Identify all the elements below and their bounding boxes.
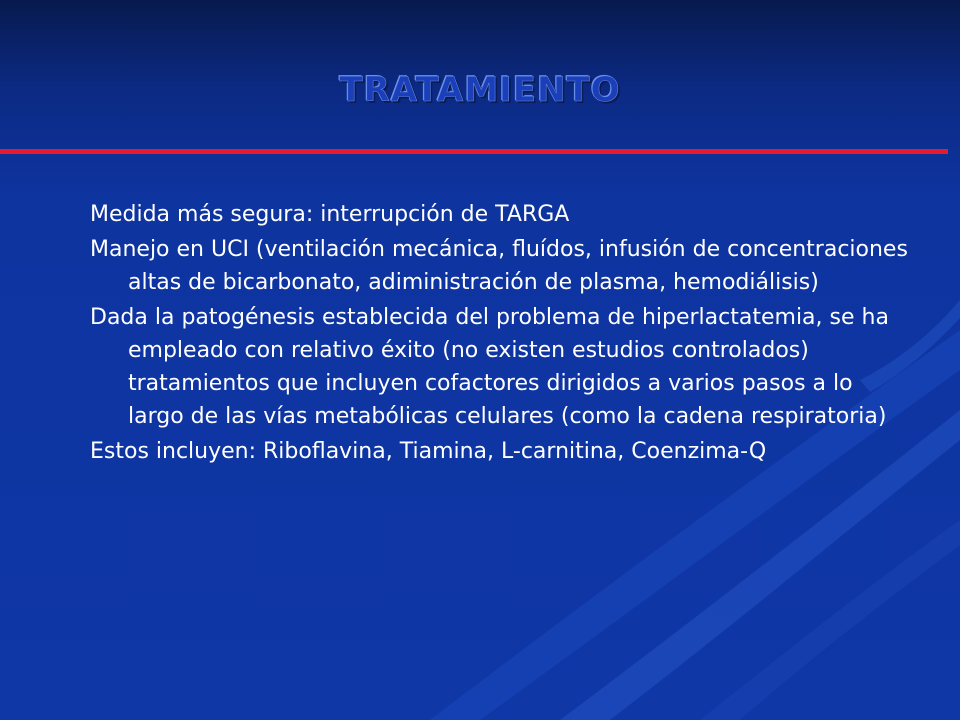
bullet-item: Manejo en UCI (ventilación mecánica, fluídos, infusión de concentraciones altas de bicarbonato, adiministración de plasma, hemodiálisis) — [90, 237, 908, 295]
slide-title: TRATAMIENTO — [339, 70, 621, 110]
bullet-list — [90, 198, 908, 470]
bullet-item: Estos incluyen: Riboflavina, Tiamina, L-carnitina, Coenzima-Q — [90, 439, 767, 464]
bullet-item: Dada la patogénesis establecida del problema de hiperlactatemia, se ha empleado con relativo éxito (no existen estudios controlados) tratamientos que incluyen cofactores dirigidos a varios pasos a lo largo de las vías metabólicas celulares (como la cadena respiratoria) — [90, 305, 889, 429]
title-divider — [0, 149, 948, 154]
bullet-item: Medida más segura: interrupción de TARGA — [90, 202, 570, 227]
